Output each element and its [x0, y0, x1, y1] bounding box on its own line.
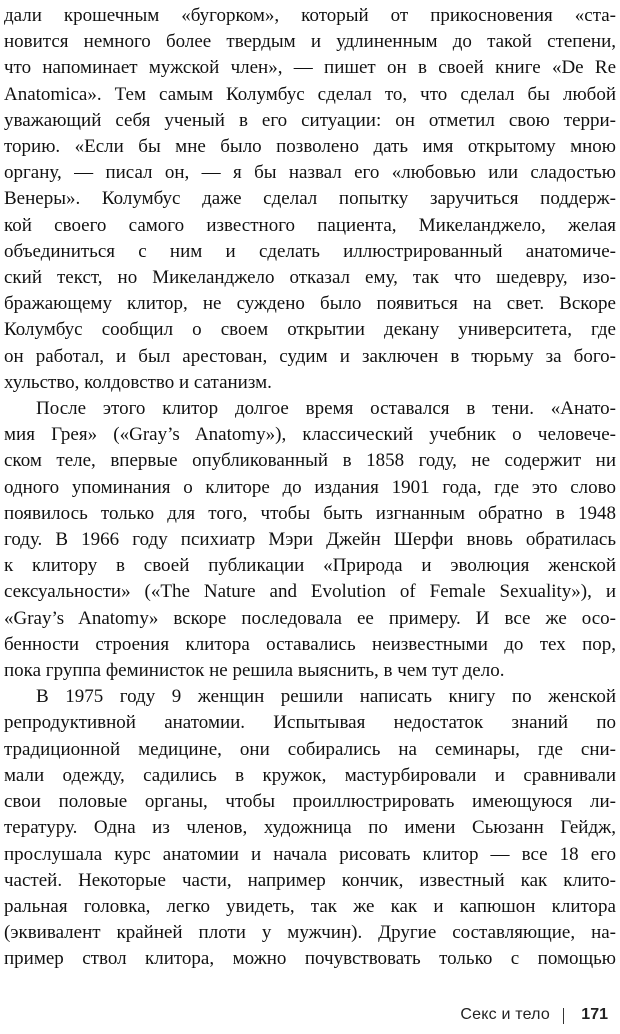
text-line: дали крошечным «бугорком», который от прикосновения «ста- [4, 5, 616, 26]
text-line: к клитору в своей публикации «Природа и эволюция женской [4, 555, 616, 577]
text-line: ском теле, впервые опубликованный в 1858 году, не содержит ни [4, 450, 616, 472]
text-line: объединиться с ним и сделать иллюстрированный анатомиче- [4, 240, 616, 262]
text-line: торию. «Если бы мне было позволено дать имя открытому мною [4, 136, 616, 158]
text-line: сексуальности» («The Nature and Evolution of Female Sexuality»), и [4, 581, 616, 603]
page-number: 171 [581, 1006, 608, 1023]
text-line: мали одежду, садились в кружок, мастурбировали и сравнивали [4, 764, 616, 786]
body-text [4, 3, 616, 973]
footer-separator [563, 1008, 565, 1024]
text-line: прослушала курс анатомии и начала рисовать клитор — все 18 его [4, 843, 616, 865]
text-line: частей. Некоторые части, например кончик, известный как клито- [4, 869, 616, 891]
paragraph-1 [4, 3, 616, 396]
text-line: ский текст, но Микеланджело отказал ему, так что шедевру, изо- [4, 267, 616, 289]
text-line: он работал, и был арестован, судим и заключен в тюрьму за бого- [4, 345, 616, 367]
text-line: (эквивалент крайней плоти у мужчин). Другие составляющие, на- [4, 922, 616, 944]
text-line: Колумбус сообщил о своем открытии декану университета, где [4, 319, 616, 341]
text-line: пока группа феминисток не решила выяснить, в чем тут дело. [4, 660, 505, 682]
running-head: Секс и тело [460, 1006, 550, 1023]
text-line: году. В 1966 году психиатр Мэри Джейн Шерфи вновь обратилась [4, 529, 616, 551]
paragraph-3 [4, 684, 616, 972]
text-line: Венеры». Колумбус даже сделал попытку заручиться поддерж- [4, 188, 616, 210]
text-line: появилось только для того, чтобы быть изгнанным обратно в 1948 [4, 502, 616, 524]
text-line: уважающий себя ученый в его ситуации: он отметил свою терри- [4, 109, 616, 131]
text-line: кой своего самого известного пациента, Микеланджело, желая [4, 214, 616, 236]
text-line: бражающему клитор, не суждено было появиться на свет. Вскоре [4, 293, 616, 315]
text-line: ральная головка, легко увидеть, так же как и капюшон клитора [4, 895, 616, 917]
paragraph-2 [4, 396, 616, 684]
text-line: пример ствол клитора, можно почувствовать только с помощью [4, 948, 616, 970]
text-line: «Gray’s Anatomy» вскоре последовала ее примеру. И все же осо- [4, 607, 616, 629]
text-line: что напоминает мужской член», — пишет он в своей книге «De Re [4, 57, 616, 79]
page-footer [0, 1006, 612, 1030]
text-line: Anatomica». Тем самым Колумбус сделал то, что сделал бы любой [4, 83, 616, 105]
text-line: свои половые органы, чтобы проиллюстрировать имеющуюся ли- [4, 791, 616, 813]
text-line: одного упоминания о клиторе до издания 1901 года, где это слово [4, 476, 616, 498]
text-line: репродуктивной анатомии. Испытывая недостаток знаний по [4, 712, 616, 734]
text-line: традиционной медицине, они собирались на семинары, где сни- [4, 738, 616, 760]
text-line: В 1975 году 9 женщин решили написать книгу по женской [36, 686, 616, 708]
text-line: тературу. Одна из членов, художница по имени Сьюзанн Гейдж, [4, 817, 616, 839]
text-line: хульство, колдовство и сатанизм. [4, 371, 272, 393]
text-line: бенности строения клитора оставались неизвестными до тех пор, [4, 633, 616, 655]
text-line: После этого клитор долгое время оставался в тени. «Анато- [36, 398, 616, 420]
text-line: новится немного более твердым и удлиненным до такой степени, [4, 31, 616, 53]
text-line: органу, — писал он, — я бы назвал его «любовью или сладостью [4, 162, 616, 184]
text-line: мия Грея» («Gray’s Anatomy»), классический учебник о человече- [4, 424, 616, 446]
